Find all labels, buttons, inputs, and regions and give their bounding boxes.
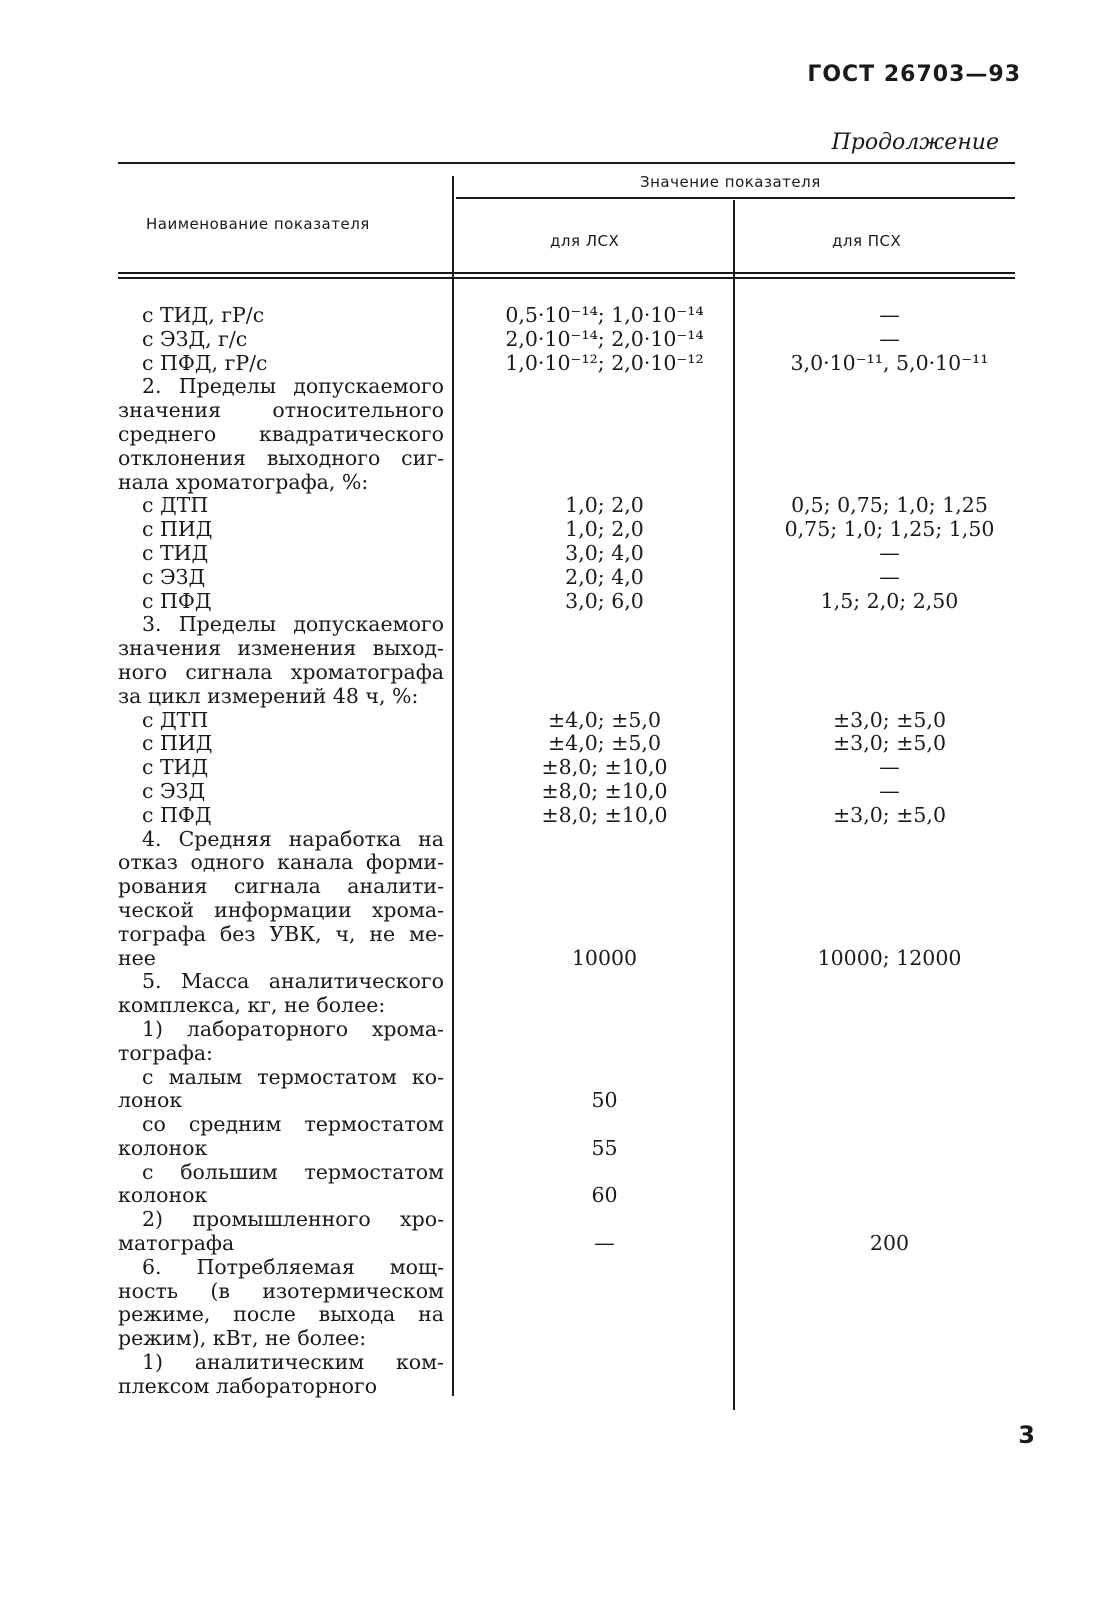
indicator-name-line: с ЭЗД [142,778,206,803]
indicator-name-line: с ПФД [142,588,212,613]
indicator-name-line: с ПИД [142,731,213,756]
lsx-value: 1,0; 2,0 [565,493,644,518]
header-bottom-rule-2 [118,277,1015,279]
psx-value: ±3,0; ±5,0 [833,731,946,756]
psx-value: 200 [869,1231,910,1256]
indicator-name [118,1018,444,1066]
indicator-name-line: нее [118,945,156,970]
indicator-name [118,1113,444,1161]
psx-value: 10000; 12000 [817,945,962,970]
table-row [0,566,1097,590]
indicator-name-line: матографа [118,1231,235,1256]
indicator-name [118,709,444,733]
table-row [0,352,1097,376]
indicator-name [118,613,444,708]
lsx-value: 55 [591,1135,618,1160]
table-row [0,494,1097,518]
indicator-name-line: со средним термостатом [142,1112,444,1137]
psx-value: — [879,778,900,803]
value-group-rule [456,197,1015,199]
indicator-name-line: с малым термостатом ко- [142,1064,444,1089]
lsx-value: ±8,0; ±10,0 [541,755,668,780]
indicator-name [118,518,444,542]
lsx-value: ±4,0; ±5,0 [548,707,661,732]
indicator-name-line: отказ одного канала форми- [118,850,444,875]
indicator-name [118,1256,444,1351]
indicator-name [118,828,444,971]
table-row [0,756,1097,780]
indicator-name-line: плексом лабораторного [118,1373,378,1398]
indicator-name [118,542,444,566]
indicator-name [118,1161,444,1209]
indicator-name [118,756,444,780]
indicator-name-line: с большим термостатом [142,1159,444,1184]
table-row [0,1066,1097,1114]
lsx-value: 2,0·10⁻¹⁴; 2,0·10⁻¹⁴ [505,326,704,351]
table-row [0,590,1097,614]
psx-value: ±3,0; ±5,0 [833,802,946,827]
indicator-name-line: режиме, после выхода на [118,1302,444,1327]
psx-value: 0,75; 1,0; 1,25; 1,50 [784,517,995,542]
indicator-name-line: значения относительного [118,398,444,423]
indicator-name-line: лонок [118,1088,183,1113]
psx-column-header: для ПСХ [832,232,902,250]
table-row [0,780,1097,804]
indicator-name-line: 3. Пределы допускаемого [142,612,444,637]
indicator-name [118,780,444,804]
lsx-value: 50 [591,1088,618,1113]
table-row [0,613,1097,708]
indicator-name-line: с ЭЗД [142,564,206,589]
psx-value: — [879,755,900,780]
psx-value: — [879,303,900,327]
table-row [0,1161,1097,1209]
table-row [0,732,1097,756]
indicator-name-line: с ПФД, гР/с [142,350,268,375]
lsx-value: 3,0; 4,0 [565,540,644,565]
lsx-value: 10000 [571,945,638,970]
indicator-name [118,352,444,376]
psx-value: — [879,540,900,565]
indicator-name-line: отклонения выходного сиг- [118,445,444,470]
indicator-name-line: 5. Масса аналитического [142,969,444,994]
indicator-name-line: с ПФД [142,802,212,827]
psx-value: 0,5; 0,75; 1,0; 1,25 [791,493,988,518]
table-row [0,542,1097,566]
indicator-name [118,590,444,614]
indicator-name-line: 1) аналитическим ком- [142,1350,444,1375]
indicator-name-line: ческой информации хрома- [118,897,444,922]
lsx-value: 60 [591,1183,618,1208]
table-top-rule [118,162,1015,164]
indicator-name [118,328,444,352]
table-row [0,1351,1097,1399]
lsx-value: ±4,0; ±5,0 [548,731,661,756]
indicator-name-line: нала хроматографа, %: [118,469,369,494]
indicator-name [118,566,444,590]
table-row [0,304,1097,328]
lsx-value: 3,0; 6,0 [565,588,644,613]
indicator-name [118,970,444,1018]
name-column-header: Наименование показателя [146,215,370,233]
indicator-name-line: 6. Потребляемая мощ- [142,1254,444,1279]
indicator-name-line: колонок [118,1135,208,1160]
indicator-name-line: 4. Средняя наработка на [142,826,444,851]
document-id: ГОСТ 26703—93 [807,62,1021,87]
indicator-name [118,1351,444,1399]
lsx-column-header: для ЛСХ [550,232,620,250]
indicator-name [118,1208,444,1256]
indicator-name-line: комплекса, кг, не более: [118,993,386,1018]
psx-value: 3,0·10⁻¹¹, 5,0·10⁻¹¹ [790,350,989,375]
indicator-name-line: с ТИД [142,755,209,780]
indicator-name-line: тографа: [118,1040,213,1065]
indicator-name-line: с ДТП [142,707,209,732]
indicator-name-line: тографа без УВК, ч, не ме- [118,921,444,946]
indicator-name [118,494,444,518]
table-row [0,970,1097,1018]
indicator-name-line: 2) промышленного хро- [142,1207,444,1232]
indicator-name [118,375,444,494]
indicator-name-line: 1) лабораторного хрома- [142,1016,444,1041]
lsx-value: ±8,0; ±10,0 [541,778,668,803]
lsx-value: 2,0; 4,0 [565,564,644,589]
psx-value: 1,5; 2,0; 2,50 [820,588,959,613]
lsx-value: 0,5·10⁻¹⁴; 1,0·10⁻¹⁴ [505,303,704,327]
indicator-name-line: рования сигнала аналити- [118,874,444,899]
indicator-name-line: с ДТП [142,493,209,518]
psx-value: — [879,326,900,351]
indicator-name-line: среднего квадратического [118,421,444,446]
indicator-name [118,304,444,328]
indicator-name [118,732,444,756]
indicator-name [118,804,444,828]
indicator-name-line: с ПИД [142,517,213,542]
table-row [0,328,1097,352]
table-row [0,1018,1097,1066]
table-row [0,375,1097,494]
lsx-value: ±8,0; ±10,0 [541,802,668,827]
psx-value: — [879,564,900,589]
value-group-header: Значение показателя [640,173,821,191]
lsx-value: 1,0·10⁻¹²; 2,0·10⁻¹² [505,350,704,375]
indicator-name-line: за цикл измерений 48 ч, %: [118,683,419,708]
indicator-name-line: значения изменения выход- [118,636,444,661]
indicator-name-line: режим), кВт, не более: [118,1326,367,1351]
indicator-name-line: ность (в изотермическом [118,1278,444,1303]
page-number: 3 [1018,1421,1035,1449]
table-row [0,709,1097,733]
table-row [0,804,1097,828]
indicator-name-line: с ЭЗД, г/с [142,326,248,351]
table-row [0,1256,1097,1351]
indicator-name-line: 2. Пределы допускаемого [142,374,444,399]
table-body [0,304,1097,1399]
lsx-value: 1,0; 2,0 [565,517,644,542]
indicator-name-line: ного сигнала хроматографа [118,659,444,684]
indicator-name-line: с ТИД, гР/с [142,303,265,327]
indicator-name-line: с ТИД [142,540,209,565]
indicator-name [118,1066,444,1114]
table-row [0,1208,1097,1256]
table-row [0,1113,1097,1161]
psx-value: ±3,0; ±5,0 [833,707,946,732]
header-bottom-rule [118,272,1015,274]
continuation-label: Продолжение [831,130,999,155]
lsx-value: — [594,1231,615,1256]
table-row [0,518,1097,542]
indicator-name-line: колонок [118,1183,208,1208]
table-row [0,828,1097,971]
